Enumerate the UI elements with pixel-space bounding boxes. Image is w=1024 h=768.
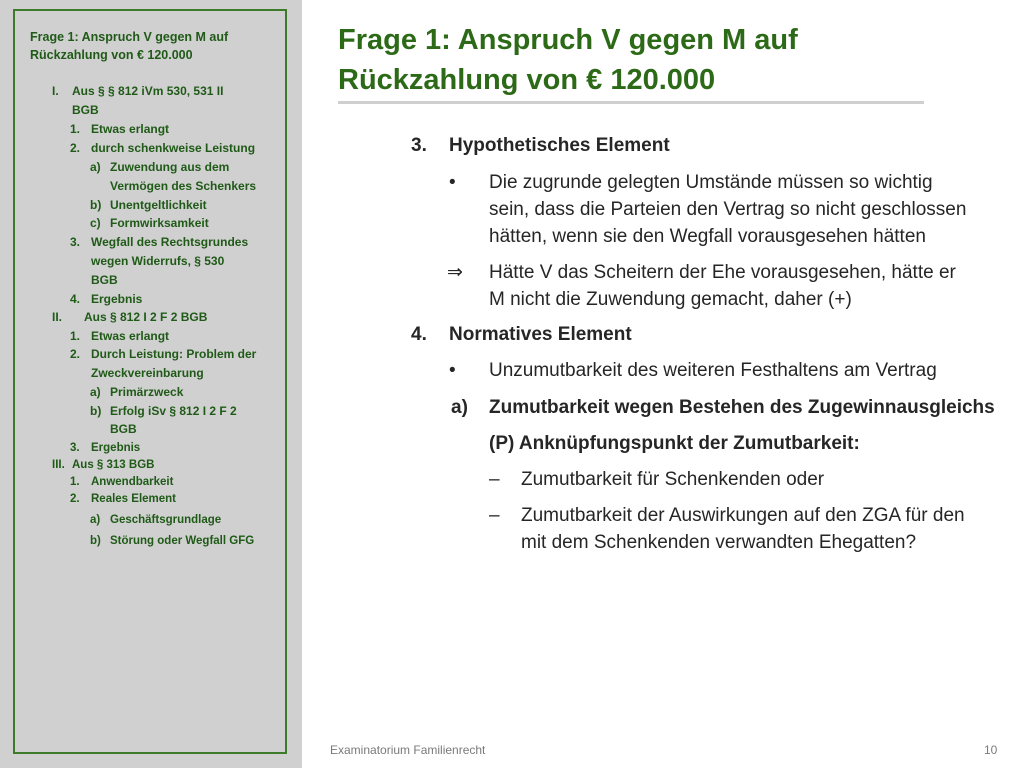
outline-item: durch schenkweise Leistung xyxy=(91,141,256,155)
outline-item: Aus § § 812 iVm 530, 531 II xyxy=(72,84,224,98)
body-text: Hätte V das Scheitern der Ehe vorausgesehen, hätte er xyxy=(489,262,956,283)
outline-marker: 2. xyxy=(70,141,81,155)
outline-item: Primärzweck xyxy=(110,385,184,399)
item-marker: a) xyxy=(451,397,468,418)
outline-item: Reales Element xyxy=(91,493,177,505)
outline-marker: I. xyxy=(52,84,59,98)
outline-item: Ergebnis xyxy=(91,292,143,306)
heading-normatives-element: Normatives Element xyxy=(449,324,632,345)
outline-marker: a) xyxy=(90,385,101,399)
body-text: hätten, wenn sie den Wegfall vorausgesehen hätten xyxy=(489,226,926,247)
bullet-icon: • xyxy=(449,172,456,193)
slide-title-line1: Frage 1: Anspruch V gegen M auf xyxy=(338,24,798,56)
body-text: Unzumutbarkeit des weiteren Festhaltens am Vertrag xyxy=(489,360,937,381)
problem-line: (P) Anknüpfungspunkt der Zumutbarkeit: xyxy=(489,433,860,454)
outline-item: Geschäftsgrundlage xyxy=(110,514,222,526)
outline-item: BGB xyxy=(72,103,99,117)
body-text: sein, dass die Parteien den Vertrag so nicht geschlossen xyxy=(489,199,967,220)
outline-item: Etwas erlangt xyxy=(91,122,170,136)
sidebar-title-line2: Rückzahlung von € 120.000 xyxy=(30,48,193,62)
body-text: mit dem Schenkenden verwandten Ehegatten? xyxy=(521,532,917,553)
outline-item: Zuwendung aus dem xyxy=(110,160,230,174)
outline-item: Formwirksamkeit xyxy=(110,216,209,230)
dash-icon: – xyxy=(489,505,500,526)
outline-item: BGB xyxy=(110,422,137,436)
heading-hypothetisches-element: Hypothetisches Element xyxy=(449,135,670,156)
sidebar-title xyxy=(30,28,280,64)
outline-marker: 3. xyxy=(70,442,80,454)
outline-item: Durch Leistung: Problem der xyxy=(91,347,257,361)
outline-marker: 2. xyxy=(70,347,81,361)
outline-item: BGB xyxy=(91,273,118,287)
outline-item: Aus § 313 BGB xyxy=(72,459,155,471)
sidebar-title-line1: Frage 1: Anspruch V gegen M auf xyxy=(30,30,229,44)
outline-item: Erfolg iSv § 812 I 2 F 2 xyxy=(110,404,237,418)
title-divider xyxy=(338,101,924,104)
outline-marker: b) xyxy=(90,535,101,547)
subheading-zumutbarkeit: Zumutbarkeit wegen Bestehen des Zugewinnausgleichs xyxy=(489,397,995,418)
outline-item: wegen Widerrufs, § 530 xyxy=(91,254,225,268)
slide-title xyxy=(338,20,898,100)
sidebar-panel xyxy=(0,0,302,768)
body-text: Zumutbarkeit der Auswirkungen auf den ZGA für den xyxy=(521,505,965,526)
outline-marker: c) xyxy=(90,216,101,230)
outline-item: Ergebnis xyxy=(91,442,141,454)
outline-item: Aus § 812 I 2 F 2 BGB xyxy=(84,310,208,324)
outline-item: Zweckvereinbarung xyxy=(91,366,204,380)
outline-marker: a) xyxy=(90,514,101,526)
body-text: Die zugrunde gelegten Umstände müssen so wichtig xyxy=(489,172,933,193)
outline-marker: b) xyxy=(90,198,102,212)
outline-marker: 3. xyxy=(70,235,81,249)
dash-icon: – xyxy=(489,469,500,490)
sidebar-frame xyxy=(13,9,287,754)
bullet-icon: • xyxy=(449,360,456,381)
outline-item: Etwas erlangt xyxy=(91,329,170,343)
outline-item: Störung oder Wegfall GFG xyxy=(110,535,255,547)
outline-marker: 4. xyxy=(70,292,81,306)
implies-arrow-icon: ⇒ xyxy=(447,262,463,283)
outline-item: Wegfall des Rechtsgrundes xyxy=(91,235,249,249)
outline-marker: III. xyxy=(52,459,65,471)
outline-marker: 2. xyxy=(70,493,80,505)
outline-item: Anwendbarkeit xyxy=(91,476,174,488)
footer-label: Examinatorium Familienrecht xyxy=(330,743,486,757)
outline-item: Unentgeltlichkeit xyxy=(110,198,207,212)
body-text: Zumutbarkeit für Schenkenden oder xyxy=(521,469,825,490)
outline-marker: 1. xyxy=(70,329,81,343)
outline-marker: 1. xyxy=(70,122,81,136)
outline-marker: a) xyxy=(90,160,101,174)
page-number: 10 xyxy=(984,743,998,757)
slide-title-line2: Rückzahlung von € 120.000 xyxy=(338,64,716,96)
body-text: M nicht die Zuwendung gemacht, daher (+) xyxy=(489,289,852,310)
item-marker: 3. xyxy=(411,135,427,156)
item-marker: 4. xyxy=(411,324,427,345)
outline-marker: b) xyxy=(90,404,102,418)
outline-marker: II. xyxy=(52,310,63,324)
outline-marker: 1. xyxy=(70,476,80,488)
outline-item: Vermögen des Schenkers xyxy=(110,179,257,193)
